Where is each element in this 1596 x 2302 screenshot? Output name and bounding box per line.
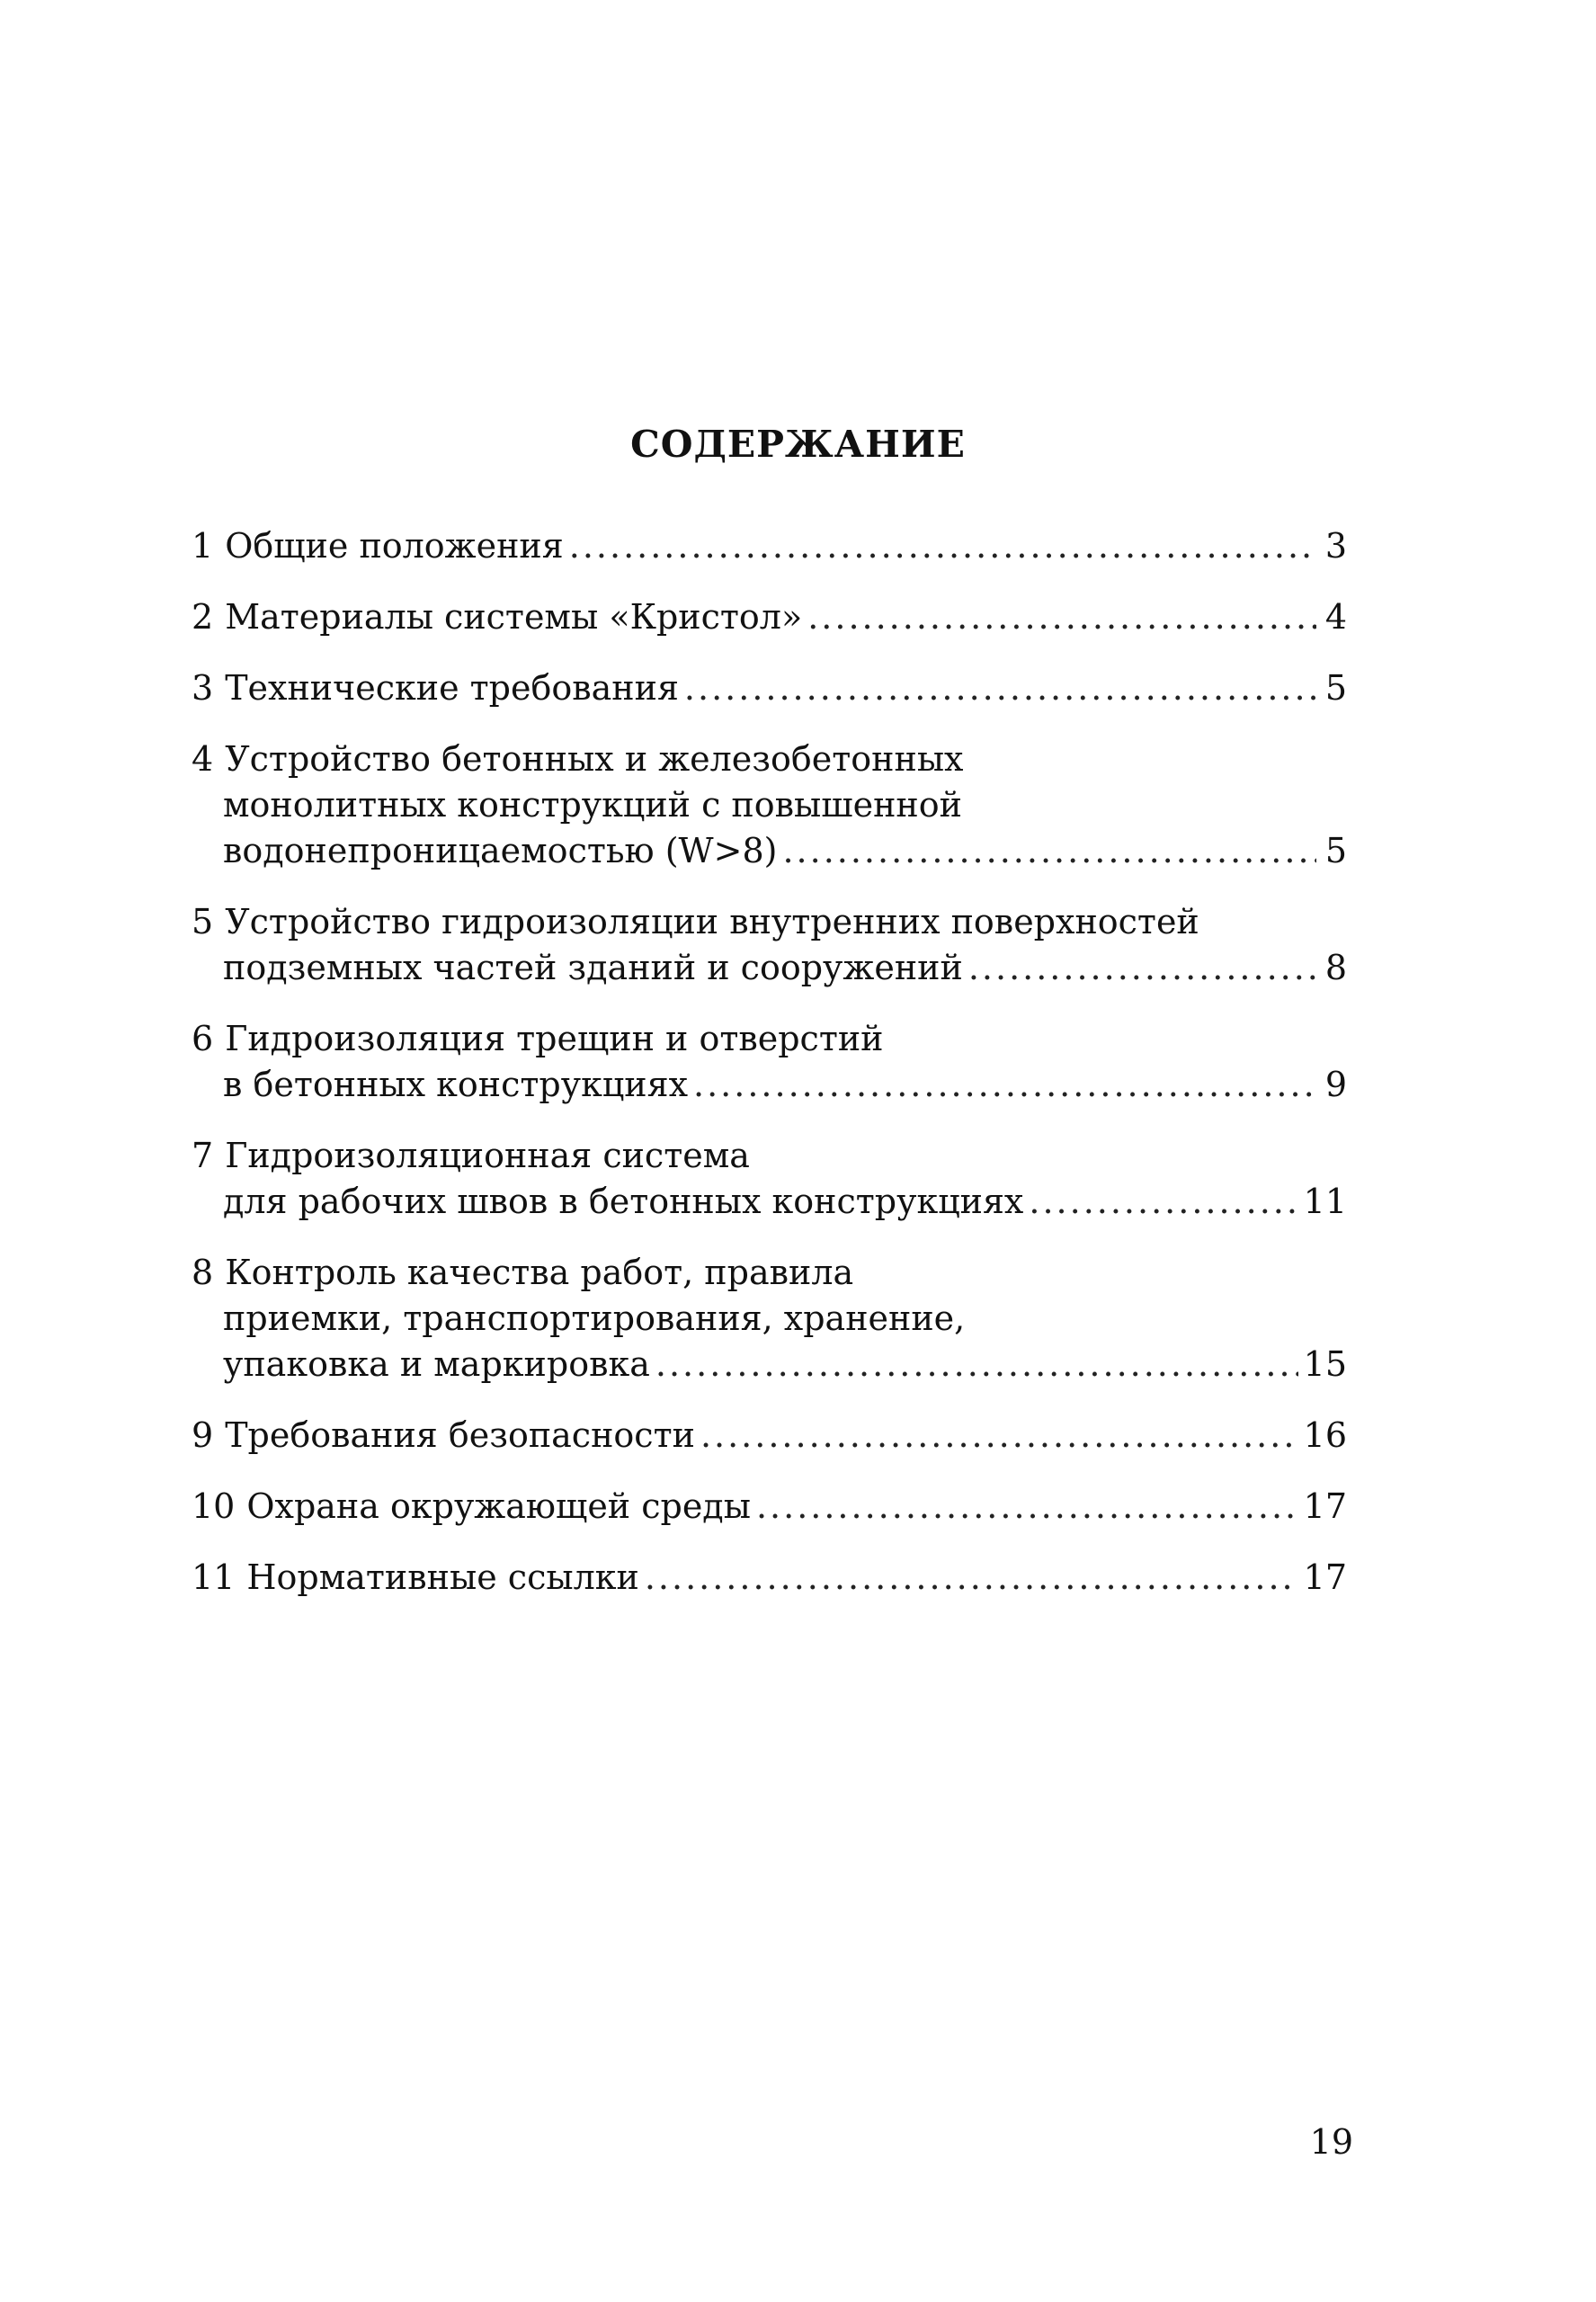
dot-leader [968,945,1316,991]
page-number: 19 [1309,2122,1353,2162]
toc-entry-text: приемки, транспортирования, хранение, [223,1298,966,1338]
toc-entry-line [192,665,1347,711]
toc-entry [192,594,1347,640]
toc-entry-number: 9 [192,1415,214,1455]
dot-leader [655,1342,1298,1387]
toc-entry-line [192,1133,1347,1179]
toc-entry-text: упаковка и маркировка [223,1344,650,1384]
toc-entry-line [192,899,1347,945]
dot-leader [569,523,1316,569]
toc-entry-text: Контроль качества работ, правила [225,1253,854,1292]
toc-entry-line [192,523,1347,569]
toc-entry [192,1484,1347,1530]
toc-entry-line [192,1250,1347,1296]
dot-leader [645,1555,1298,1601]
toc-entry-line [192,945,1347,991]
toc-entry-page: 5 [1324,831,1347,870]
toc-entry [192,899,1347,991]
toc-entry [192,1250,1347,1387]
toc-entry-text: водонепроницаемостью (W>8) [223,831,778,870]
toc-entry-text: Гидроизоляционная система [225,1136,750,1175]
toc-entry-text: Гидроизоляция трещин и отверстий [225,1019,884,1058]
toc-entry-line [192,1342,1347,1387]
toc-entry-text: Общие положения [225,526,564,566]
toc-entry-text: Требования безопасности [225,1415,695,1455]
toc-entry-line [192,1179,1347,1225]
table-of-contents [192,523,1347,1626]
toc-entry-line [192,1484,1347,1530]
toc-entry-number: 2 [192,597,214,637]
toc-entry-page: 5 [1324,668,1347,708]
dot-leader [756,1484,1298,1530]
toc-entry [192,1555,1347,1601]
toc-entry-number: 6 [192,1019,214,1058]
toc-entry-page: 9 [1324,1065,1347,1104]
toc-entry-page: 17 [1303,1557,1347,1597]
toc-entry [192,1413,1347,1459]
toc-entry-line [192,1413,1347,1459]
toc-entry-number: 1 [192,526,214,566]
toc-entry-text: Устройство бетонных и железобетонных [225,739,964,779]
dot-leader [1029,1179,1297,1225]
toc-entry-page: 4 [1324,597,1347,637]
toc-entry-text: Устройство гидроизоляции внутренних поверхностей [225,902,1199,941]
toc-entry-line [192,736,1347,782]
dot-leader [693,1062,1316,1108]
toc-entry-page: 8 [1324,948,1347,987]
toc-entry [192,1133,1347,1225]
toc-entry [192,665,1347,711]
toc-entry-page: 11 [1303,1182,1347,1221]
toc-entry-text: Технические требования [225,668,679,708]
toc-entry-line [192,1016,1347,1062]
toc-entry-text: Нормативные ссылки [246,1557,639,1597]
toc-entry-line [192,828,1347,874]
toc-entry-line [192,594,1347,640]
toc-entry-number: 10 [192,1486,236,1526]
dot-leader [700,1413,1298,1459]
toc-entry-number: 3 [192,668,214,708]
dot-leader [684,665,1316,711]
toc-entry [192,523,1347,569]
toc-entry-page: 16 [1303,1415,1347,1455]
toc-entry-page: 3 [1324,526,1347,566]
toc-entry [192,1016,1347,1108]
toc-entry-page: 17 [1303,1486,1347,1526]
toc-entry-number: 5 [192,902,214,941]
toc-entry-number: 7 [192,1136,214,1175]
dot-leader [807,594,1316,640]
toc-entry [192,736,1347,874]
toc-entry-text: в бетонных конструкциях [223,1065,689,1104]
toc-entry-number: 11 [192,1557,236,1597]
toc-entry-text: подземных частей зданий и сооружений [223,948,963,987]
toc-entry-line [192,1296,1347,1342]
toc-title: СОДЕРЖАНИЕ [630,423,966,466]
toc-entry-number: 4 [192,739,214,779]
toc-entry-text: для рабочих швов в бетонных конструкциях [223,1182,1024,1221]
toc-entry-text: Материалы системы «Кристол» [225,597,803,637]
toc-entry-text: монолитных конструкций с повышенной [223,785,962,825]
toc-entry-line [192,782,1347,828]
toc-entry-line [192,1555,1347,1601]
toc-entry-number: 8 [192,1253,214,1292]
toc-entry-line [192,1062,1347,1108]
toc-entry-page: 15 [1303,1344,1347,1384]
toc-entry-text: Охрана окружающей среды [246,1486,751,1526]
dot-leader [782,828,1316,874]
